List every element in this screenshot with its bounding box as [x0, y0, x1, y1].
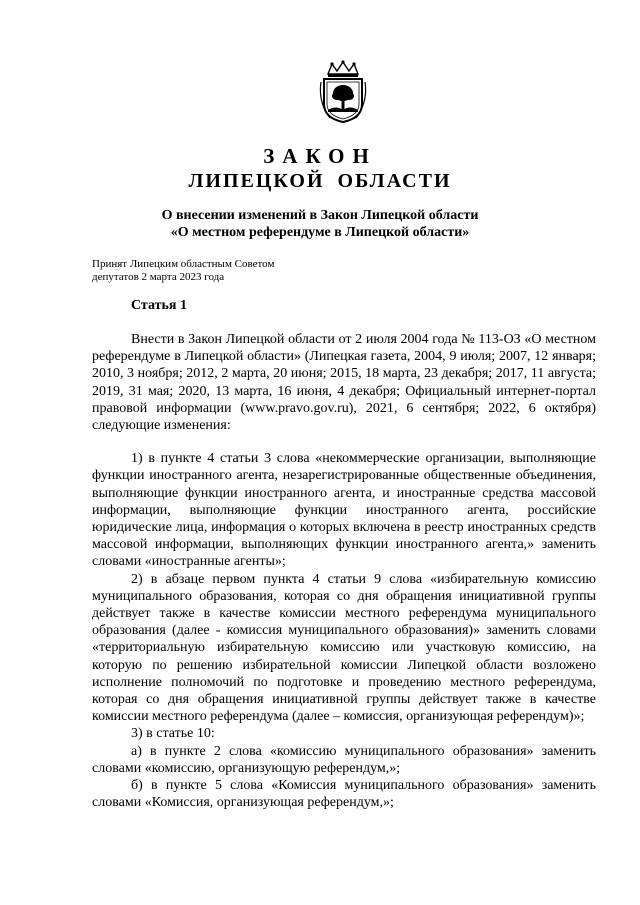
amendment-item-3a: а) в пункте 2 слова «комиссию муниципального образования» заменить словами «комиссию, организующую референдум,»; — [92, 743, 596, 776]
adoption-line-2: депутатов 2 марта 2023 года — [92, 271, 225, 283]
amendment-item-3b: б) в пункте 5 слова «Комиссия муниципального образования» заменить словами «Комиссия, организующая референдум,»; — [92, 778, 596, 811]
article-body — [92, 331, 596, 811]
region-title: ЛИПЕЦКОЙ ОБЛАСТИ — [188, 170, 452, 192]
subtitle-line-2: «О местном референдуме в Липецкой области» — [170, 225, 470, 240]
article-heading: Статья 1 — [131, 298, 187, 313]
law-subtitle — [0, 207, 640, 241]
adoption-line-1: Принят Липецким областным Советом — [92, 258, 275, 270]
amendment-item-1: 1) в пункте 4 статьи 3 слова «некоммерческие организации, выполняющие функции иностранного агента, незарегистрированные общественные объединения, выполняющие функции иностранного агента, и иностранные средства массовой информации, выполняющие функции иностранного агента, российские юридические лица, информация о которых включена в реестр иностранных средств массовой информации, выполняющих функции иностранного агента,» заменить словами «иностранные агенты»; — [92, 451, 596, 570]
subtitle-line-1: О внесении изменений в Закон Липецкой области — [161, 208, 479, 223]
lipetsk-coat-of-arms-icon — [318, 60, 368, 124]
amendment-item-2: 2) в абзаце первом пункта 4 статьи 9 слова «избирательную комиссию муниципального образования, которая со дня обращения инициативной группы действует также в качестве комиссии местного референдума муниципального образования (далее - комиссия муниципального образования)» заменить словами «территориальную избирательную комиссию или участковую комиссию, на которую по решению избирательной комиссии Липецкой области возложено исполнение полномочий по подготовке и проведению местного референдума, которая со дня обращения инициативной группы действует также в качестве комиссии местного референдума (далее – комиссия, организующая референдум)»; — [92, 571, 596, 725]
amendment-item-3: 3) в статье 10: — [131, 726, 215, 742]
intro-paragraph: Внести в Закон Липецкой области от 2 июля 2004 года № 113-ОЗ «О местном референдуме в Липецкой области» (Липецкая газета, 2004, 9 июля; 2007, 12 января; 2010, 3 ноября; 2012, 2 марта, 20 июня; 2015, 18 марта, 23 декабря; 2017, 11 августа; 2019, 31 мая; 2020, 13 марта, 16 июня, 4 декабря; Официальный интернет-портал правовой информации (www.pravo.gov.ru), 2021, 6 сентября; 2022, 6 октября) следующие изменения: — [92, 332, 596, 434]
adoption-note — [92, 258, 392, 284]
law-title: ЗАКОН — [263, 144, 377, 168]
